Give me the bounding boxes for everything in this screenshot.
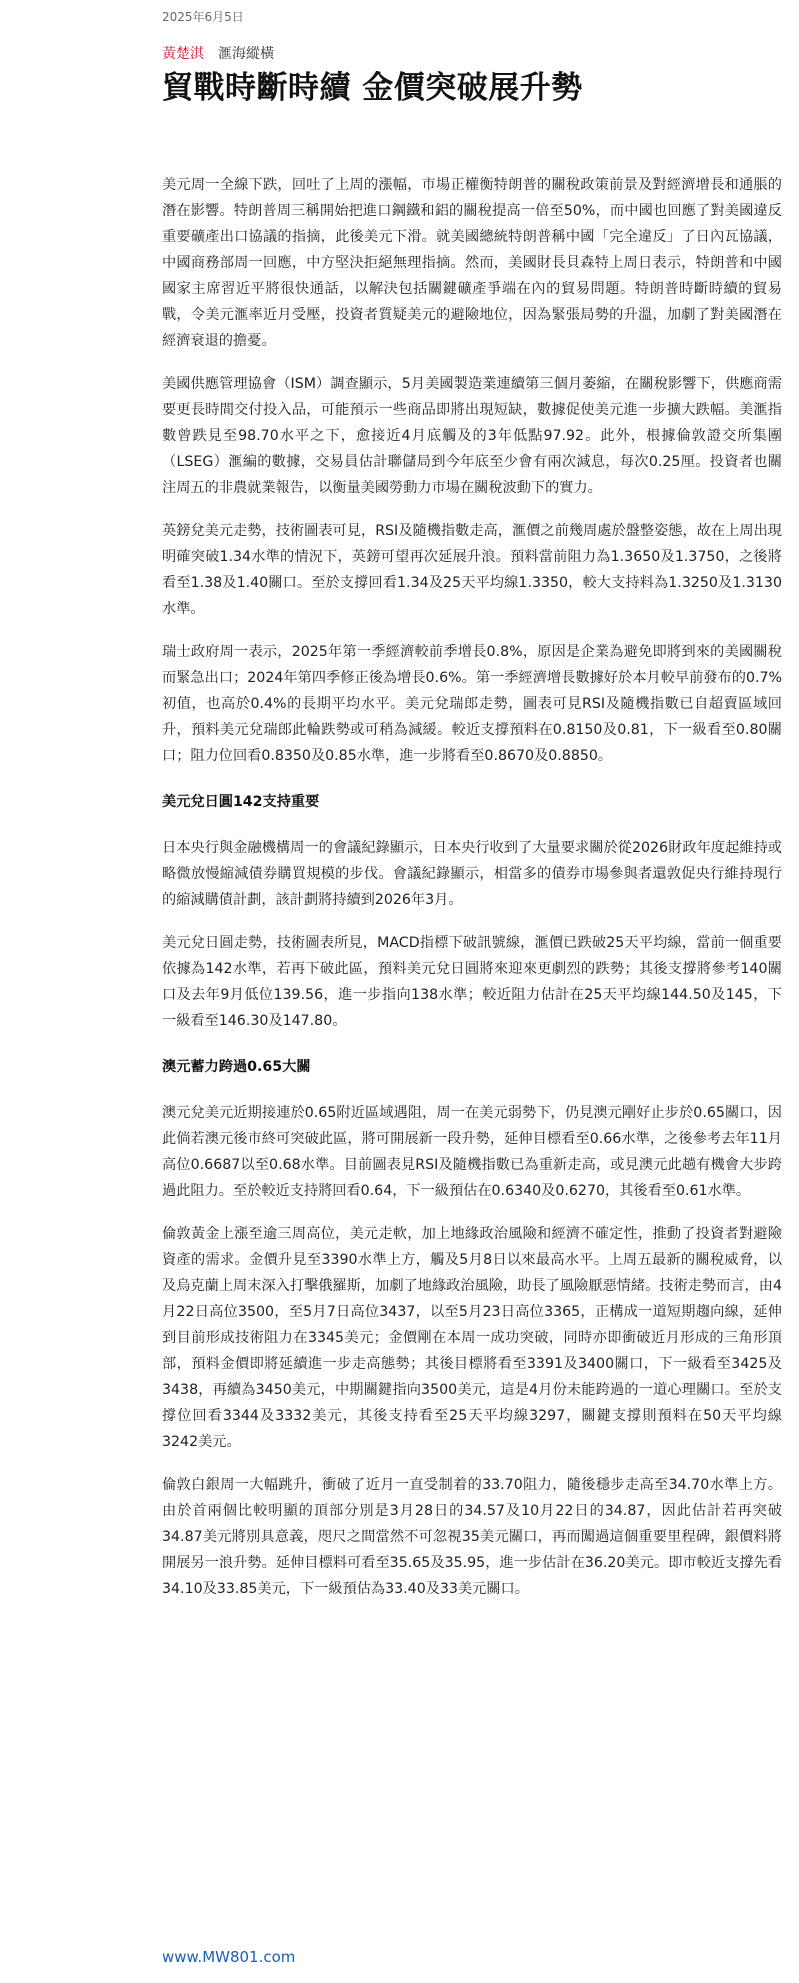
paragraph-gold: 倫敦黃金上漲至逾三周高位，美元走軟，加上地緣政治風險和經濟不確定性，推動了投資者對避險資產的需求。金價升見至3390水準上方，觸及5月8日以來最高水平。上周五最新的關稅威脅，以及烏克蘭上周末深入打擊俄羅斯，加劇了地緣政治風險，助長了風險厭惡情緒。技術走勢而言，由4月22日高位3500，至5月7日高位3437，以至5月23日高位3365，正構成一道短期趨向線，延伸到目前形成技術阻力在3345美元；金價剛在本周一成功突破，同時亦即衝破近月形成的三角形頂部，預料金價即將延續進一步走高態勢；其後目標將看至3391及3400關口，下一級看至3425及3438，再續為3450美元，中期關鍵指向3500美元，這是4月份未能跨過的一道心理關口。至於支撐位回看3344及3332美元，其後支持看至25天平均線3297，關鍵支撐則預料在50天平均線3242美元。 (162, 1226, 782, 1450)
article-title: 貿戰時斷時續 金價突破展升勢 (162, 70, 583, 106)
column-name[interactable]: 滙海縱橫 (218, 46, 274, 62)
site-url-link[interactable]: www.MW801.com (162, 1948, 296, 1966)
article-body (162, 172, 782, 1619)
author-name[interactable]: 黃楚淇 (162, 46, 204, 62)
paragraph-aud: 澳元兌美元近期接連於0.65附近區域遇阻，周一在美元弱勢下，仍見澳元剛好止步於0.65關口，因此倘若澳元後市終可突破此區，將可開展新一段升勢，延伸目標看至0.66水準，之後參考去年11月高位0.6687以至0.68水準。目前圖表見RSI及隨機指數已為重新走高，或見澳元此趟有機會大步跨過此阻力。至於較近支持將回看0.64，下一級預估在0.6340及0.6270，其後看至0.61水準。 (162, 1105, 782, 1199)
paragraph-jpy-technical: 美元兌日圓走勢，技術圖表所見，MACD指標下破訊號線，滙價已跌破25天平均線，當前一個重要依據為142水準，若再下破此區，預料美元兌日圓將來迎來更劇烈的跌勢；其後支撐將參考140關口及去年9月低位139.56，進一步指向138水準；較近阻力估計在25天平均線144.50及145，下一級看至146.30及147.80。 (162, 935, 782, 1029)
paragraph-ism: 美國供應管理協會（ISM）調查顯示，5月美國製造業連續第三個月萎縮，在關稅影響下，供應商需要更長時間交付投入品，可能預示一些商品即將出現短缺，數據促使美元進一步擴大跌幅。美滙指數曾跌見至98.70水平之下，愈接近4月底觸及的3年低點97.92。此外，根據倫敦證交所集團（LSEG）滙編的數據，交易員估計聯儲局到今年底至少會有兩次減息，每次0.25厘。投資者也關注周五的非農就業報告，以衡量美國勞動力市場在關稅波動下的實力。 (162, 376, 782, 496)
paragraph-silver: 倫敦白銀周一大幅跳升，衝破了近月一直受制着的33.70阻力，隨後穩步走高至34.70水準上方。由於首兩個比較明顯的頂部分別是3月28日的34.57及10月22日的34.87，因此估計若再突破34.87美元將別具意義，咫尺之間當然不可忽視35美元關口，再而闖過這個重要里程碑，銀價料將開展另一浪升勢。延伸目標料可看至35.65及35.95，進一步估計在36.20美元。即市較近支撐先看34.10及33.85美元，下一級預估為33.40及33美元關口。 (162, 1477, 782, 1597)
section-heading-aud: 澳元蓄力跨過0.65大關 (162, 1059, 311, 1075)
publish-date: 2025年6月5日 (162, 10, 244, 24)
section-heading-jpy: 美元兌日圓142支持重要 (162, 794, 320, 810)
paragraph-boj: 日本央行與金融機構周一的會議紀錄顯示，日本央行收到了大量要求關於從2026財政年度起維持或略微放慢縮減債券購買規模的步伐。會議紀錄顯示，相當多的債券市場參與者還敦促央行維持現行的縮減購債計劃，該計劃將持續到2026年3月。 (162, 840, 782, 908)
paragraph-chf: 瑞士政府周一表示，2025年第一季經濟較前季增長0.8%，原因是企業為避免即將到來的美國關稅而緊急出口；2024年第四季修正後為增長0.6%。第一季經濟增長數據好於本月較早前發布的0.7%初值，也高於0.4%的長期平均水平。美元兌瑞郎走勢，圖表可見RSI及隨機指數已自超賣區域回升，預料美元兌瑞郎此輪跌勢或可稍為減緩。較近支撐預料在0.8150及0.81，下一級看至0.80關口；阻力位回看0.8350及0.85水準，進一步將看至0.8670及0.8850。 (162, 644, 782, 764)
paragraph-gbp: 英鎊兌美元走勢，技術圖表可見，RSI及隨機指數走高，滙價之前幾周處於盤整姿態，故在上周出現明確突破1.34水準的情況下，英鎊可望再次延展升浪。預料當前阻力為1.3650及1.3750，之後將看至1.38及1.40關口。至於支撐回看1.34及25天平均線1.3350，較大支持料為1.3250及1.3130水準。 (162, 523, 782, 617)
byline (162, 43, 274, 63)
paragraph-usd-overview: 美元周一全線下跌，回吐了上周的漲幅，市場正權衡特朗普的關稅政策前景及對經濟增長和通脹的潛在影響。特朗普周三稱開始把進口鋼鐵和鋁的關稅提高一倍至50%，而中國也回應了對美國違反重要礦產出口協議的指摘，此後美元下滑。就美國總統特朗普稱中國「完全違反」了日內瓦協議，中國商務部周一回應，中方堅決拒絕無理指摘。然而，美國財長貝森特上周日表示，特朗普和中國國家主席習近平將很快通話，以解決包括關鍵礦產爭端在內的貿易問題。特朗普時斷時續的貿易戰，令美元滙率近月受壓，投資者質疑美元的避險地位，因為緊張局勢的升溫，加劇了對美國潛在經濟衰退的擔憂。 (162, 177, 782, 349)
